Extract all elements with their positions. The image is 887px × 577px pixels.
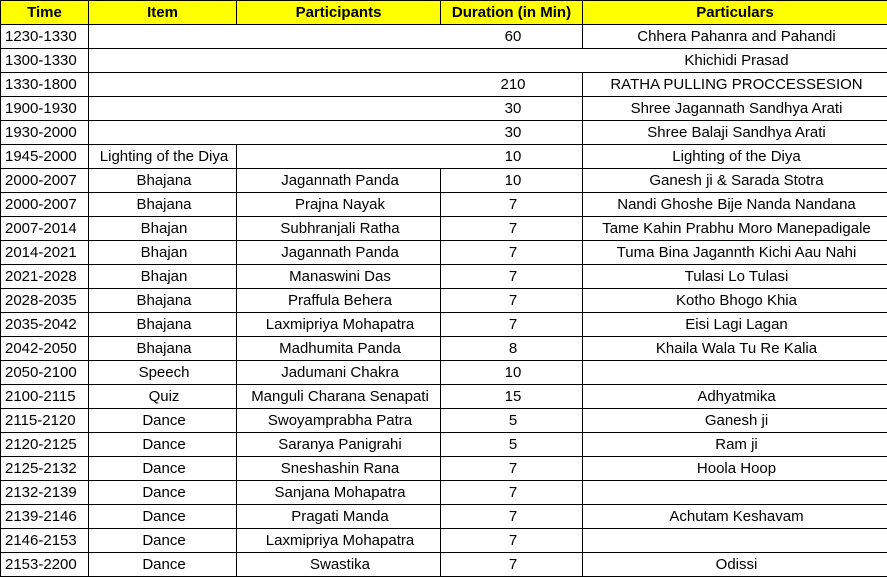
cell-item: Dance [89, 433, 237, 457]
cell-particulars: Ram ji [583, 433, 887, 457]
cell-participants: Subhranjali Ratha [237, 217, 441, 241]
cell-time: 2042-2050 [1, 337, 89, 361]
cell-duration [441, 49, 583, 73]
cell-duration: 7 [441, 529, 583, 553]
cell-particulars: Khaila Wala Tu Re Kalia [583, 337, 887, 361]
cell-item: Bhajan [89, 265, 237, 289]
cell-duration: 30 [441, 97, 583, 121]
cell-item: Bhajana [89, 193, 237, 217]
header-time: Time [1, 1, 89, 25]
table-row [1, 553, 887, 577]
cell-time: 1330-1800 [1, 73, 89, 97]
cell-particulars: Odissi [583, 553, 887, 577]
cell-duration: 7 [441, 505, 583, 529]
cell-participants: Jagannath Panda [237, 169, 441, 193]
cell-time: 1230-1330 [1, 25, 89, 49]
cell-duration: 7 [441, 481, 583, 505]
cell-time: 1945-2000 [1, 145, 89, 169]
table-row [1, 49, 887, 73]
cell-particulars: Kotho Bhogo Khia [583, 289, 887, 313]
cell-time: 2000-2007 [1, 169, 89, 193]
cell-duration: 7 [441, 265, 583, 289]
cell-time: 2028-2035 [1, 289, 89, 313]
cell-item: Dance [89, 529, 237, 553]
cell-time: 2120-2125 [1, 433, 89, 457]
cell-duration: 7 [441, 313, 583, 337]
header-row [1, 1, 887, 25]
cell-item: Bhajana [89, 289, 237, 313]
cell-item [89, 97, 237, 121]
cell-participants: Sneshashin Rana [237, 457, 441, 481]
cell-time: 2007-2014 [1, 217, 89, 241]
cell-time: 2115-2120 [1, 409, 89, 433]
cell-item [89, 73, 237, 97]
cell-particulars [583, 481, 887, 505]
cell-duration: 30 [441, 121, 583, 145]
cell-particulars [583, 529, 887, 553]
header-item: Item [89, 1, 237, 25]
cell-item: Lighting of the Diya [89, 145, 237, 169]
cell-particulars: Achutam Keshavam [583, 505, 887, 529]
cell-duration: 7 [441, 193, 583, 217]
cell-particulars: Tame Kahin Prabhu Moro Manepadigale [583, 217, 887, 241]
cell-particulars: Lighting of the Diya [583, 145, 887, 169]
cell-particulars: Shree Jagannath Sandhya Arati [583, 97, 887, 121]
cell-time: 2153-2200 [1, 553, 89, 577]
cell-particulars: Nandi Ghoshe Bije Nanda Nandana [583, 193, 887, 217]
cell-item: Quiz [89, 385, 237, 409]
header-participants: Participants [237, 1, 441, 25]
cell-time: 1930-2000 [1, 121, 89, 145]
cell-particulars: Shree Balaji Sandhya Arati [583, 121, 887, 145]
table-row [1, 145, 887, 169]
cell-particulars: Tuma Bina Jagannth Kichi Aau Nahi [583, 241, 887, 265]
cell-participants [237, 97, 441, 121]
cell-duration: 7 [441, 217, 583, 241]
cell-item: Bhajana [89, 313, 237, 337]
cell-particulars: Khichidi Prasad [583, 49, 887, 73]
cell-particulars: Ganesh ji [583, 409, 887, 433]
cell-particulars: Tulasi Lo Tulasi [583, 265, 887, 289]
cell-item [89, 49, 237, 73]
cell-participants: Saranya Panigrahi [237, 433, 441, 457]
cell-participants [237, 25, 441, 49]
table-row [1, 73, 887, 97]
cell-participants: Swastika [237, 553, 441, 577]
cell-item: Bhajan [89, 217, 237, 241]
cell-duration: 5 [441, 409, 583, 433]
cell-duration: 10 [441, 169, 583, 193]
cell-time: 2035-2042 [1, 313, 89, 337]
cell-item: Dance [89, 409, 237, 433]
cell-time: 2132-2139 [1, 481, 89, 505]
cell-duration: 7 [441, 241, 583, 265]
table-row [1, 385, 887, 409]
cell-participants [237, 73, 441, 97]
cell-item: Dance [89, 457, 237, 481]
cell-item: Dance [89, 553, 237, 577]
cell-time: 1300-1330 [1, 49, 89, 73]
cell-duration: 210 [441, 73, 583, 97]
cell-participants: Manguli Charana Senapati [237, 385, 441, 409]
header-particulars: Particulars [583, 1, 887, 25]
cell-duration: 10 [441, 361, 583, 385]
cell-participants: Prajna Nayak [237, 193, 441, 217]
cell-duration: 15 [441, 385, 583, 409]
cell-duration: 8 [441, 337, 583, 361]
cell-particulars: Adhyatmika [583, 385, 887, 409]
cell-participants [237, 49, 441, 73]
table-row [1, 217, 887, 241]
table-row [1, 433, 887, 457]
cell-item: Dance [89, 481, 237, 505]
cell-particulars [583, 361, 887, 385]
cell-duration: 7 [441, 289, 583, 313]
header-duration: Duration (in Min) [441, 1, 583, 25]
cell-duration: 5 [441, 433, 583, 457]
table-body [1, 25, 887, 577]
cell-item: Speech [89, 361, 237, 385]
cell-particulars: Chhera Pahanra and Pahandi [583, 25, 887, 49]
cell-participants: Madhumita Panda [237, 337, 441, 361]
table-row [1, 529, 887, 553]
cell-time: 2021-2028 [1, 265, 89, 289]
table-row [1, 193, 887, 217]
cell-particulars: Hoola Hoop [583, 457, 887, 481]
cell-item: Bhajana [89, 337, 237, 361]
table-row [1, 505, 887, 529]
cell-duration: 7 [441, 457, 583, 481]
cell-time: 2014-2021 [1, 241, 89, 265]
cell-time: 2100-2115 [1, 385, 89, 409]
cell-participants: Jagannath Panda [237, 241, 441, 265]
cell-participants: Manaswini Das [237, 265, 441, 289]
table-row [1, 169, 887, 193]
table-row [1, 25, 887, 49]
table-row [1, 313, 887, 337]
cell-time: 1900-1930 [1, 97, 89, 121]
table-row [1, 289, 887, 313]
cell-duration: 7 [441, 553, 583, 577]
cell-time: 2146-2153 [1, 529, 89, 553]
cell-item [89, 121, 237, 145]
cell-particulars: Ganesh ji & Sarada Stotra [583, 169, 887, 193]
table-header [1, 1, 887, 25]
cell-participants: Sanjana Mohapatra [237, 481, 441, 505]
cell-participants: Swoyamprabha Patra [237, 409, 441, 433]
cell-participants: Pragati Manda [237, 505, 441, 529]
cell-participants [237, 145, 441, 169]
table-row [1, 97, 887, 121]
cell-time: 2139-2146 [1, 505, 89, 529]
cell-time: 2125-2132 [1, 457, 89, 481]
table-row [1, 265, 887, 289]
cell-participants [237, 121, 441, 145]
cell-duration: 10 [441, 145, 583, 169]
cell-participants: Jadumani Chakra [237, 361, 441, 385]
cell-item [89, 25, 237, 49]
table-row [1, 361, 887, 385]
cell-item: Bhajana [89, 169, 237, 193]
cell-particulars: Eisi Lagi Lagan [583, 313, 887, 337]
table-row [1, 409, 887, 433]
cell-duration: 60 [441, 25, 583, 49]
table-row [1, 241, 887, 265]
table-row [1, 121, 887, 145]
cell-time: 2050-2100 [1, 361, 89, 385]
table-row [1, 457, 887, 481]
table-row [1, 481, 887, 505]
cell-item: Bhajan [89, 241, 237, 265]
cell-participants: Praffula Behera [237, 289, 441, 313]
table-row [1, 337, 887, 361]
cell-participants: Laxmipriya Mohapatra [237, 313, 441, 337]
cell-particulars: RATHA PULLING PROCCESSESION [583, 73, 887, 97]
cell-participants: Laxmipriya Mohapatra [237, 529, 441, 553]
cell-item: Dance [89, 505, 237, 529]
cell-time: 2000-2007 [1, 193, 89, 217]
